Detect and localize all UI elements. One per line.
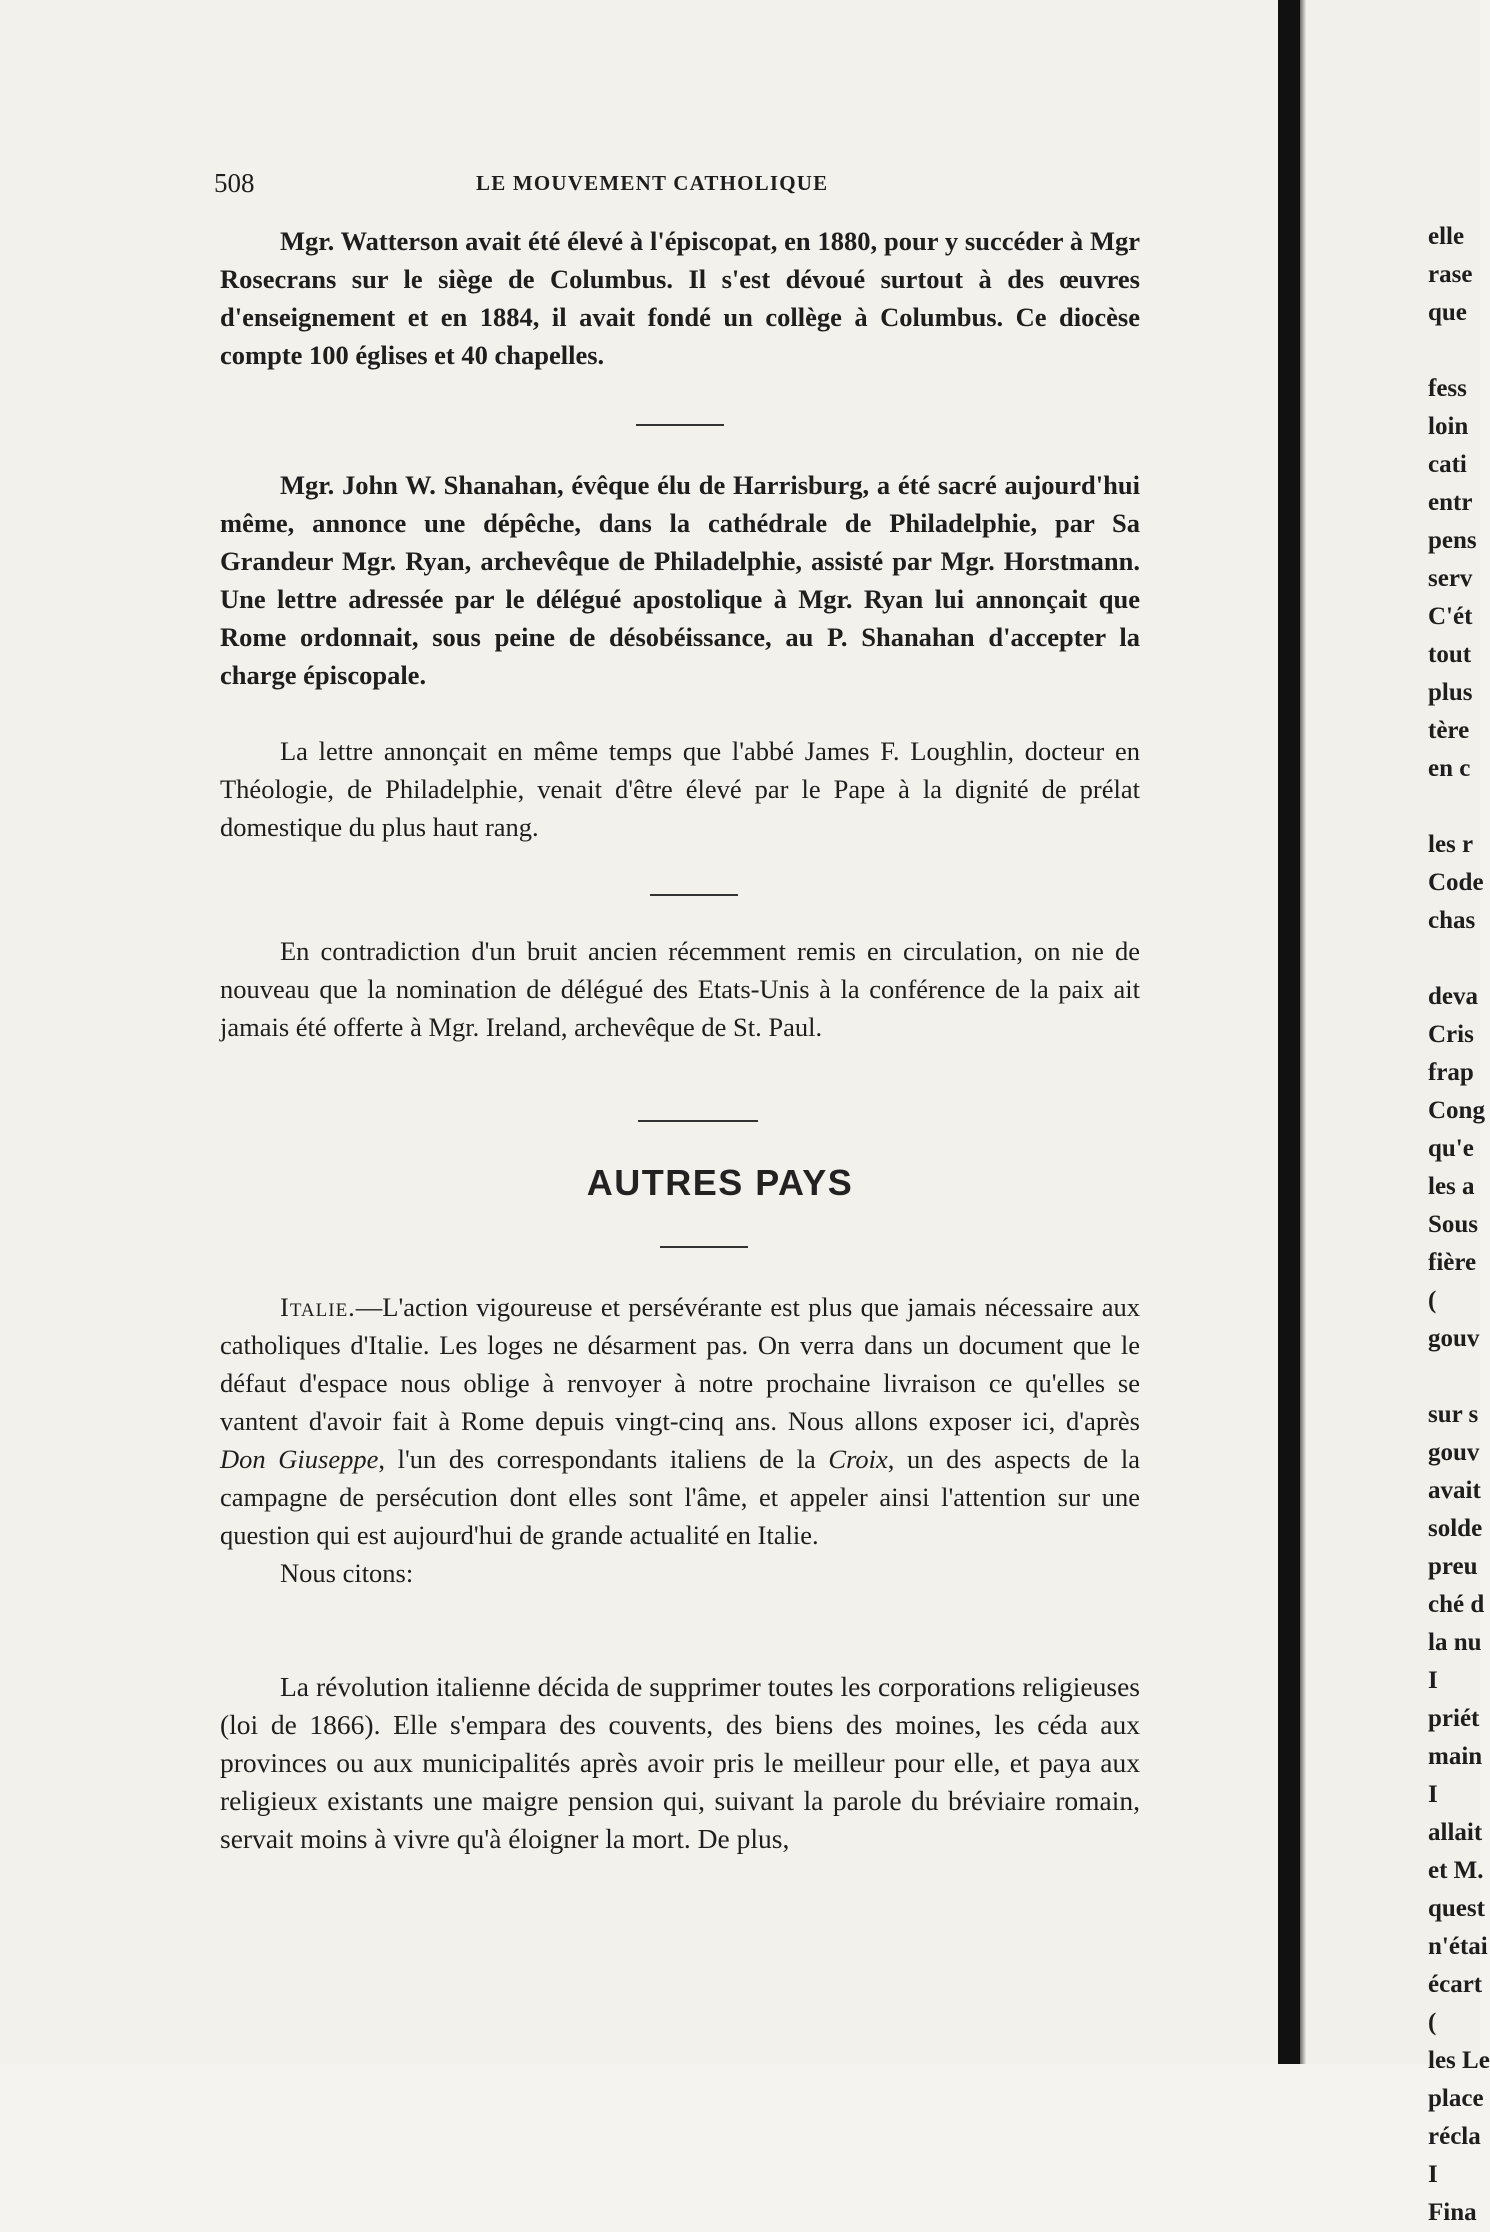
right-page-line <box>1428 1358 1490 1396</box>
separator-rule <box>650 894 738 896</box>
right-page-line: tère <box>1428 717 1470 744</box>
watterson-text: Mgr. Watterson avait été élevé à l'épiscopat, en 1880, pour y succéder à Mgr Rosecrans sur le siège de Columbus. Il s'est dévoué surtout à des œuvres d'enseignement et en 1884, il avait fondé un collège à Columbus. Ce diocèse compte 100 églises et 40 chapelles. <box>220 226 1140 370</box>
right-page-line: I <box>1428 2161 1438 2188</box>
italie-don-giuseppe: Don Giuseppe <box>220 1444 379 1474</box>
italie-text-1: —L'action vigoureuse et persévérante est plus que jamais nécessaire aux catholiques d'Italie. Les loges ne désarment pas. On verra dans un document que le défaut d'espace nous oblige à renvoyer à notre prochaine livraison ce qu'elles se vantent d'avoir fait à Rome depuis vingt-cinq ans. Nous allons exposer ici, d'après <box>220 1292 1140 1436</box>
right-page-line: priét <box>1428 1705 1480 1732</box>
right-page-line: loin <box>1428 413 1469 440</box>
right-page-line: récla <box>1428 2123 1481 2150</box>
right-page-line: allait <box>1428 1819 1483 1846</box>
right-page-line: que <box>1428 299 1467 326</box>
italie-text-2: , l'un des correspondants italiens de la <box>378 1444 829 1474</box>
right-page-line: main <box>1428 1743 1483 1770</box>
right-page-line: les Le <box>1428 2047 1490 2074</box>
separator-rule <box>638 1120 758 1122</box>
paragraph-ireland <box>220 932 1140 1046</box>
running-title: LE MOUVEMENT CATHOLIQUE <box>476 171 829 195</box>
right-page-line: les a <box>1428 1173 1475 1200</box>
page-number: 508 <box>214 168 255 198</box>
right-page-line: deva <box>1428 983 1478 1010</box>
loughlin-text: La lettre annonçait en même temps que l'abbé James F. Loughlin, docteur en Théologie, de Philadelphie, venait d'être élevé par le Pape à la dignité de prélat domestique du plus haut rang. <box>220 736 1140 842</box>
right-page-fragments <box>1428 218 1490 2232</box>
right-page-line: ché d <box>1428 1591 1485 1618</box>
right-page-line: avait <box>1428 1477 1481 1504</box>
section-title: AUTRES PAYS <box>586 1162 854 1203</box>
right-page-line: serv <box>1428 565 1473 592</box>
separator-rule <box>636 424 724 426</box>
right-page-line <box>1428 788 1490 826</box>
right-page-line: sur s <box>1428 1401 1479 1428</box>
right-page-line: Fina <box>1428 2199 1477 2226</box>
right-page-line: solde <box>1428 1515 1483 1542</box>
right-page-line: chas <box>1428 907 1476 934</box>
paragraph-italie <box>220 1288 1140 1592</box>
italie-text-3: , un des aspects de la campagne de persécution dont elles sont l'âme, et appeler ainsi l'attention sur une question qui est aujourd'hui de grande actualité en Italie. <box>220 1444 1140 1550</box>
right-page-line: en c <box>1428 755 1471 782</box>
right-page-line: rase <box>1428 261 1473 288</box>
right-page-line: pens <box>1428 527 1477 554</box>
paragraph-shanahan <box>220 466 1140 694</box>
right-page-line: plus <box>1428 679 1473 706</box>
right-page-line: cati <box>1428 451 1467 478</box>
right-page-line: I <box>1428 1667 1438 1694</box>
right-page-line: tout <box>1428 641 1472 668</box>
right-page-line: entr <box>1428 489 1473 516</box>
right-page-line: fess <box>1428 375 1467 402</box>
right-page-line: frap <box>1428 1059 1474 1086</box>
right-page-line: fière <box>1428 1249 1477 1276</box>
italie-label: Italie. <box>280 1292 356 1322</box>
ireland-text: En contradiction d'un bruit ancien récemment remis en circulation, on nie de nouveau que la nomination de délégué des Etats-Unis à la conférence de la paix ait jamais été offerte à Mgr. Ireland, archevêque de St. Paul. <box>220 936 1140 1042</box>
right-page-line: écart <box>1428 1971 1483 1998</box>
right-page-line: C'ét <box>1428 603 1473 630</box>
right-page-line: qu'e <box>1428 1135 1474 1162</box>
separator-rule <box>660 1246 748 1248</box>
page-header <box>214 168 1164 208</box>
right-page-line: n'étai <box>1428 1933 1488 1960</box>
right-page-line: Code <box>1428 869 1484 896</box>
right-page-line: quest <box>1428 1895 1485 1922</box>
right-page-line: les r <box>1428 831 1474 858</box>
paragraph-watterson <box>220 222 1140 374</box>
right-page-line: elle <box>1428 223 1465 250</box>
right-page-line: Cris <box>1428 1021 1474 1048</box>
right-page-line: gouv <box>1428 1439 1480 1466</box>
nous-citons: Nous citons: <box>280 1558 414 1588</box>
right-page-line: Sous <box>1428 1211 1479 1238</box>
right-page-line: ( <box>1428 1287 1437 1314</box>
right-page-line: place <box>1428 2085 1484 2112</box>
right-page-line: ( <box>1428 2009 1437 2036</box>
right-page-line: Cong <box>1428 1097 1485 1124</box>
italie-croix: Croix <box>828 1444 888 1474</box>
paragraph-loughlin <box>220 732 1140 846</box>
right-page-line <box>1428 332 1490 370</box>
right-page-line <box>1428 940 1490 978</box>
page-gutter <box>1278 0 1300 2064</box>
right-page-line: et M. <box>1428 1857 1484 1884</box>
right-page-line: I <box>1428 1781 1438 1808</box>
right-page-line: la nu <box>1428 1629 1482 1656</box>
right-page-line: preu <box>1428 1553 1478 1580</box>
shanahan-text: Mgr. John W. Shanahan, évêque élu de Harrisburg, a été sacré aujourd'hui même, annonce une dépêche, dans la cathédrale de Philadelphie, par Sa Grandeur Mgr. Ryan, archevêque de Philadelphie, assisté par Mgr. Horstmann. Une lettre adressée par le délégué apostolique à Mgr. Ryan lui annonçait que Rome ordonnait, sous peine de désobéissance, au P. Shanahan d'accepter la charge épiscopale. <box>220 470 1140 690</box>
right-page-line: gouv <box>1428 1325 1480 1352</box>
paragraph-revolution <box>220 1668 1140 1858</box>
revolution-text: La révolution italienne décida de supprimer toutes les corporations religieuses (loi de 1866). Elle s'empara des couvents, des biens des moines, les céda aux provinces ou aux municipalités après avoir pris le meilleur pour elle, et paya aux religieux existants une maigre pension qui, suivant la parole du bréviaire romain, servait moins à vivre qu'à éloigner la mort. De plus, <box>220 1671 1140 1854</box>
